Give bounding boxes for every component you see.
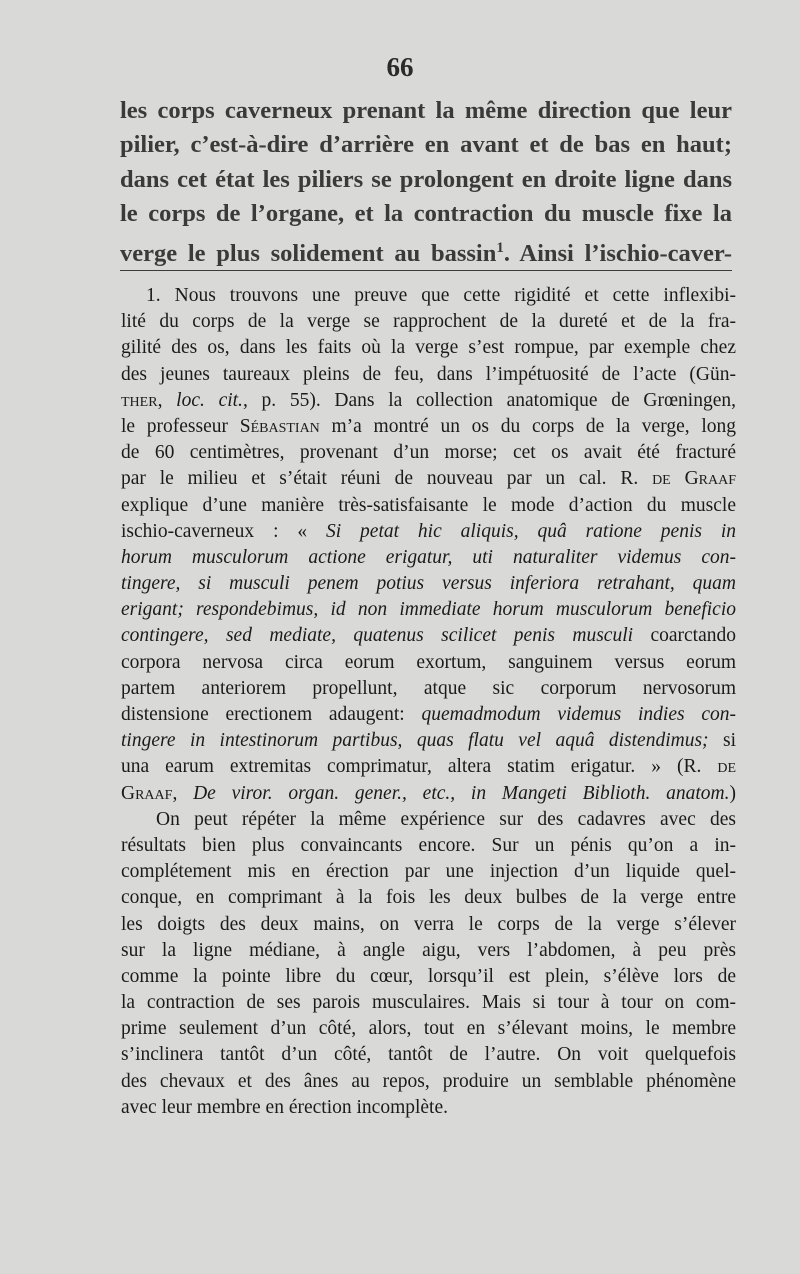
main-text-fragment: verge le plus solidement au bassin bbox=[120, 240, 497, 268]
footnote-line: gilité des os, dans les faits où la verge s’est rompue, par exemple chez bbox=[121, 337, 736, 359]
main-text-line: les corps caverneux prenant la même direction que leur bbox=[120, 97, 732, 124]
continuation-line: avec leur membre en érection incomplète. bbox=[121, 1096, 449, 1118]
footnote-line: explique d’une manière très-satisfaisante le mode d’action du muscle bbox=[121, 494, 736, 516]
text-fragment: m’a montré un os du corps de la verge, long bbox=[319, 415, 736, 437]
latin-quote-line: horum musculorum actione erigatur, uti naturaliter videmus con- bbox=[121, 546, 736, 568]
footnote-line bbox=[121, 702, 736, 728]
main-text-line: le corps de l’organe, et la contraction du muscle fixe la bbox=[120, 199, 732, 227]
continuation-line: la contraction de ses parois musculaires. Mais si tour à tour on com- bbox=[121, 992, 736, 1014]
citation: loc. cit. bbox=[176, 389, 243, 411]
latin-quote: contingere, sed mediate, quatenus scilicet penis musculi bbox=[121, 625, 634, 647]
continuation-line: On peut répéter la même expérience sur des cadavres avec des bbox=[156, 808, 736, 830]
continuation-line: complétement mis en érection par une injection d’un liquide quel- bbox=[121, 861, 736, 883]
author-name: ther bbox=[121, 389, 158, 411]
footnote-line: 1. Nous trouvons une preuve que cette rigidité et cette inflexibi- bbox=[146, 285, 736, 306]
footnote-block bbox=[121, 283, 736, 1121]
footnote-reference: 1 bbox=[496, 240, 504, 257]
author-name: de bbox=[717, 756, 736, 778]
latin-quote: tingere in intestinorum partibus, quas flatu vel aquâ distendimus; bbox=[121, 730, 709, 752]
footnote-line: lité du corps de la verge se rapprochent de la dureté et de la fra- bbox=[121, 311, 736, 333]
citation: De viror. organ. gener., etc., in Mangeti Biblioth. anatom. bbox=[193, 782, 730, 804]
text-fragment: , bbox=[172, 782, 194, 804]
text-fragment: distensione erectionem adaugent: bbox=[121, 704, 422, 725]
continuation-line: des chevaux et des ânes au repos, produire un semblable phénomène bbox=[121, 1070, 736, 1092]
continuation-line: comme la pointe libre du cœur, lorsqu’il est plein, s’élève lors de bbox=[121, 965, 736, 987]
continuation-line: conque, en comprimant à la fois les deux bulbes de la verge entre bbox=[121, 887, 736, 909]
text-fragment: ) bbox=[729, 782, 736, 804]
latin-quote: Si petat hic aliquis, quâ ratione penis in bbox=[326, 520, 737, 542]
text-fragment: una earum extremitas comprimatur, altera statim erigatur. » (R. bbox=[121, 756, 718, 778]
footnote-line: partem anteriorem propellunt, atque sic corporum nervosorum bbox=[121, 677, 736, 699]
text-fragment: , p. 55). Dans la collection anatomique de Grœningen, bbox=[242, 389, 736, 411]
footnote-line bbox=[121, 728, 736, 754]
footnote-line bbox=[121, 414, 736, 440]
author-name: Sébastian bbox=[239, 415, 320, 437]
author-name: Graaf bbox=[121, 782, 173, 804]
latin-quote: quemadmodum videmus indies con- bbox=[421, 704, 736, 725]
footnote-line bbox=[121, 754, 736, 780]
main-text bbox=[120, 94, 732, 268]
page-number: 66 bbox=[386, 52, 414, 82]
text-fragment: , bbox=[157, 389, 177, 411]
footnote-line bbox=[121, 623, 736, 649]
continuation-line: résultats bien plus convaincants encore. Sur un pénis qu’on a in- bbox=[121, 834, 736, 856]
continuation-line: prime seulement d’un côté, alors, tout en s’élevant moins, le membre bbox=[121, 1018, 736, 1040]
latin-quote-line: erigant; respondebimus, id non immediate horum musculorum beneficio bbox=[121, 599, 736, 621]
latin-quote-line: tingere, si musculi penem potius versus inferiora retrahant, quam bbox=[121, 573, 736, 595]
author-name: de Graaf bbox=[652, 468, 736, 490]
continuation-line: s’inclinera tantôt d’un côté, tantôt de l’autre. On voit quelquefois bbox=[121, 1044, 736, 1066]
footnote-line: de 60 centimètres, provenant d’un morse; cet os avait été fracturé bbox=[121, 442, 736, 464]
main-text-line bbox=[120, 231, 732, 268]
footnote-line bbox=[121, 388, 736, 414]
main-text-line: dans cet état les piliers se prolongent en droite ligne dans bbox=[120, 165, 732, 193]
continuation-line: sur la ligne médiane, à angle aigu, vers l’abdomen, à peu près bbox=[121, 939, 736, 961]
text-fragment: par le milieu et s’était réuni de nouveau par un cal. R. bbox=[121, 468, 653, 490]
continuation-line: les doigts des deux mains, on verra le corps de la verge s’élever bbox=[121, 913, 736, 935]
text-fragment: si bbox=[708, 730, 736, 752]
main-text-fragment: . Ainsi l’ischio-caver- bbox=[503, 240, 732, 268]
footnote-line: corpora nervosa circa eorum exortum, sanguinem versus eorum bbox=[121, 651, 736, 673]
text-fragment: coarctando bbox=[633, 625, 736, 647]
text-fragment: le professeur bbox=[121, 415, 240, 437]
main-text-line: pilier, c’est-à-dire d’arrière en avant et de bas en haut; bbox=[120, 131, 732, 159]
footnote-line bbox=[121, 781, 736, 807]
footnote-separator bbox=[120, 270, 732, 271]
text-fragment: ischio-caverneux : « bbox=[121, 520, 326, 542]
footnote-line: des jeunes taureaux pleins de feu, dans l’impétuosité de l’acte (Gün- bbox=[121, 363, 736, 385]
footnote-line bbox=[121, 519, 736, 545]
footnote-line bbox=[121, 466, 736, 492]
